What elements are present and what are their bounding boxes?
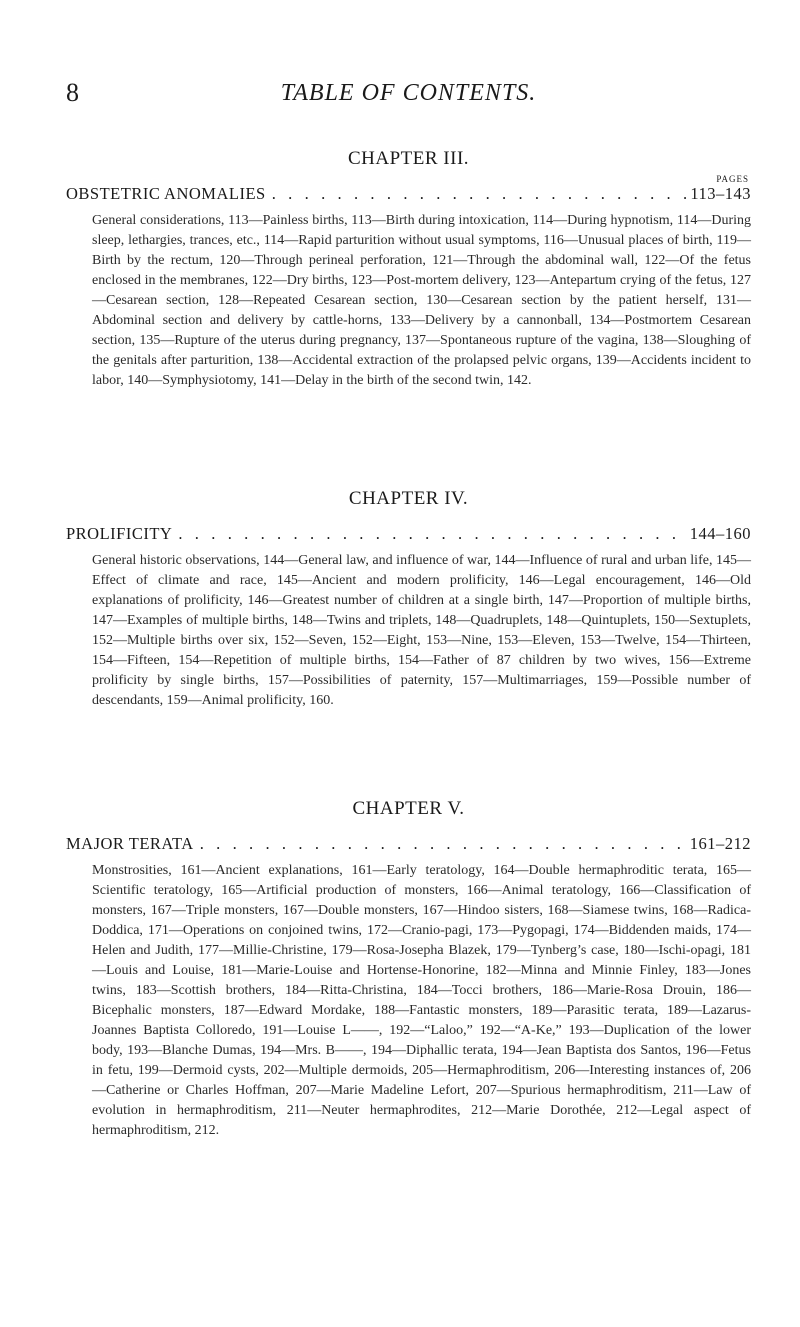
page-range: 144–160 (689, 524, 751, 543)
chapter-summary: General considerations, 113—Painless births, 113—Birth during intoxication, 114—During hypnotism, 114—During sleep, lethargies, trances, etc., 114—Rapid parturition without usual symptoms, 116—Unusual places of birth, 119—Birth by the rectum, 120—Through perineal perforation, 121—Through the abdominal wall, 122—Of the fetus enclosed in the membranes, 122—Dry births, 123—Post-mortem delivery, 123—Antepartum crying of the fetus, 127—Cesarean section, 128—Repeated Cesarean section, 130—Cesarean section by the patient herself, 131—Abdominal section and delivery by cattle-horns, 133—Delivery by a cannonball, 134—Postmortem Cesarean section, 135—Rupture of the uterus during pregnancy, 137—Spontaneous rupture of the vagina, 138—Sloughing of the genitals after parturition, 138—Accidental extraction of the prolapsed pelvic organs, 139—Accidents incident to labor, 140—Symphysiotomy, 141—Delay in the birth of the second twin, 142. (92, 213, 751, 388)
chapter-v-section (66, 798, 751, 1141)
page-range: 161–212 (689, 834, 751, 853)
running-title: TABLE OF CONTENTS. (280, 80, 537, 106)
chapter-title: OBSTETRIC ANOMALIES (66, 184, 266, 203)
dot-leader (200, 834, 686, 854)
chapter-heading: CHAPTER V. (352, 798, 465, 819)
chapter-heading: CHAPTER III. (347, 148, 470, 169)
chapter-title: PROLIFICITY (66, 524, 173, 543)
page-range: 113–143 (690, 184, 751, 203)
chapter-iv-section (66, 488, 751, 711)
page-header (66, 78, 751, 108)
page-number: 8 (66, 78, 79, 107)
chapter-title: MAJOR TERATA (66, 834, 194, 853)
pages-column-label: PAGES (716, 174, 749, 184)
dot-leader (178, 524, 685, 544)
toc-entry-line (66, 524, 751, 544)
toc-entry-line (66, 184, 751, 204)
chapter-summary: Monstrosities, 161—Ancient explanations, 161—Early teratology, 164—Double hermaphroditic terata, 165—Scientific teratology, 165—Artificial production of monsters, 166—Animal teratology, 166—Classification of monsters, 167—Triple monsters, 167—Double monsters, 167—Hindoo sisters, 168—Siamese twins, 168—Radica-Doddica, 171—Operations on conjoined twins, 172—Cranio-pagi, 173—Pygopagi, 174—Biddenden maids, 174—Helen and Judith, 177—Millie-Christine, 179—Rosa-Josepha Blazek, 179—Tynberg’s case, 180—Ischi-opagi, 181—Louis and Louise, 181—Marie-Louise and Hortense-Honorine, 182—Minna and Minnie Finley, 183—Jones twins, 183—Scottish brothers, 184—Ritta-Christina, 184—Tocci brothers, 186—Marie-Rosa Drouin, 186—Bicephalic monsters, 187—Edward Mordake, 188—Fantastic monsters, 189—Parasitic terata, 189—Lazarus-Joannes Baptista Colloredo, 191—Louise L——, 192—“Laloo,” 192—“A-Ke,” 193—Duplication of the lower body, 193—Blanche Dumas, 194—Mrs. B——, 194—Diphallic terata, 194—Jean Baptista dos Santos, 196—Fetus in fetu, 199—Dermoid cysts, 202—Multiple dermoids, 205—Hermaphroditism, 206—Interesting instances of, 206—Catherine or Charles Hoffman, 207—Marie Madeline Lefort, 207—Spurious hermaphroditism, 211—Law of evolution in hermaphroditism, 211—Neuter hermaphrodites, 212—Marie Dorothée, 212—Legal aspect of hermaphroditism, 212. (92, 863, 751, 1138)
toc-entry-line (66, 834, 751, 854)
dot-leader (272, 184, 687, 204)
chapter-heading: CHAPTER IV. (348, 488, 469, 509)
chapter-summary: General historic observations, 144—General law, and influence of war, 144—Influence of rural and urban life, 145—Effect of climate and race, 145—Ancient and modern prolificity, 146—Legal encouragement, 146—Old explanations of prolificity, 146—Greatest number of children at a single birth, 147—Proportion of multiple births, 147—Examples of multiple births, 148—Twins and triplets, 148—Quadruplets, 148—Quintuplets, 150—Sextuplets, 152—Multiple births over six, 152—Seven, 152—Eight, 153—Nine, 153—Eleven, 153—Twelve, 154—Thirteen, 154—Fifteen, 154—Repetition of multiple births, 154—Father of 87 children by two wives, 156—Extreme prolificity by single births, 157—Possibilities of paternity, 157—Multimarriages, 159—Possible number of descendants, 159—Animal prolificity, 160. (92, 553, 751, 708)
chapter-iii-section (66, 148, 751, 391)
